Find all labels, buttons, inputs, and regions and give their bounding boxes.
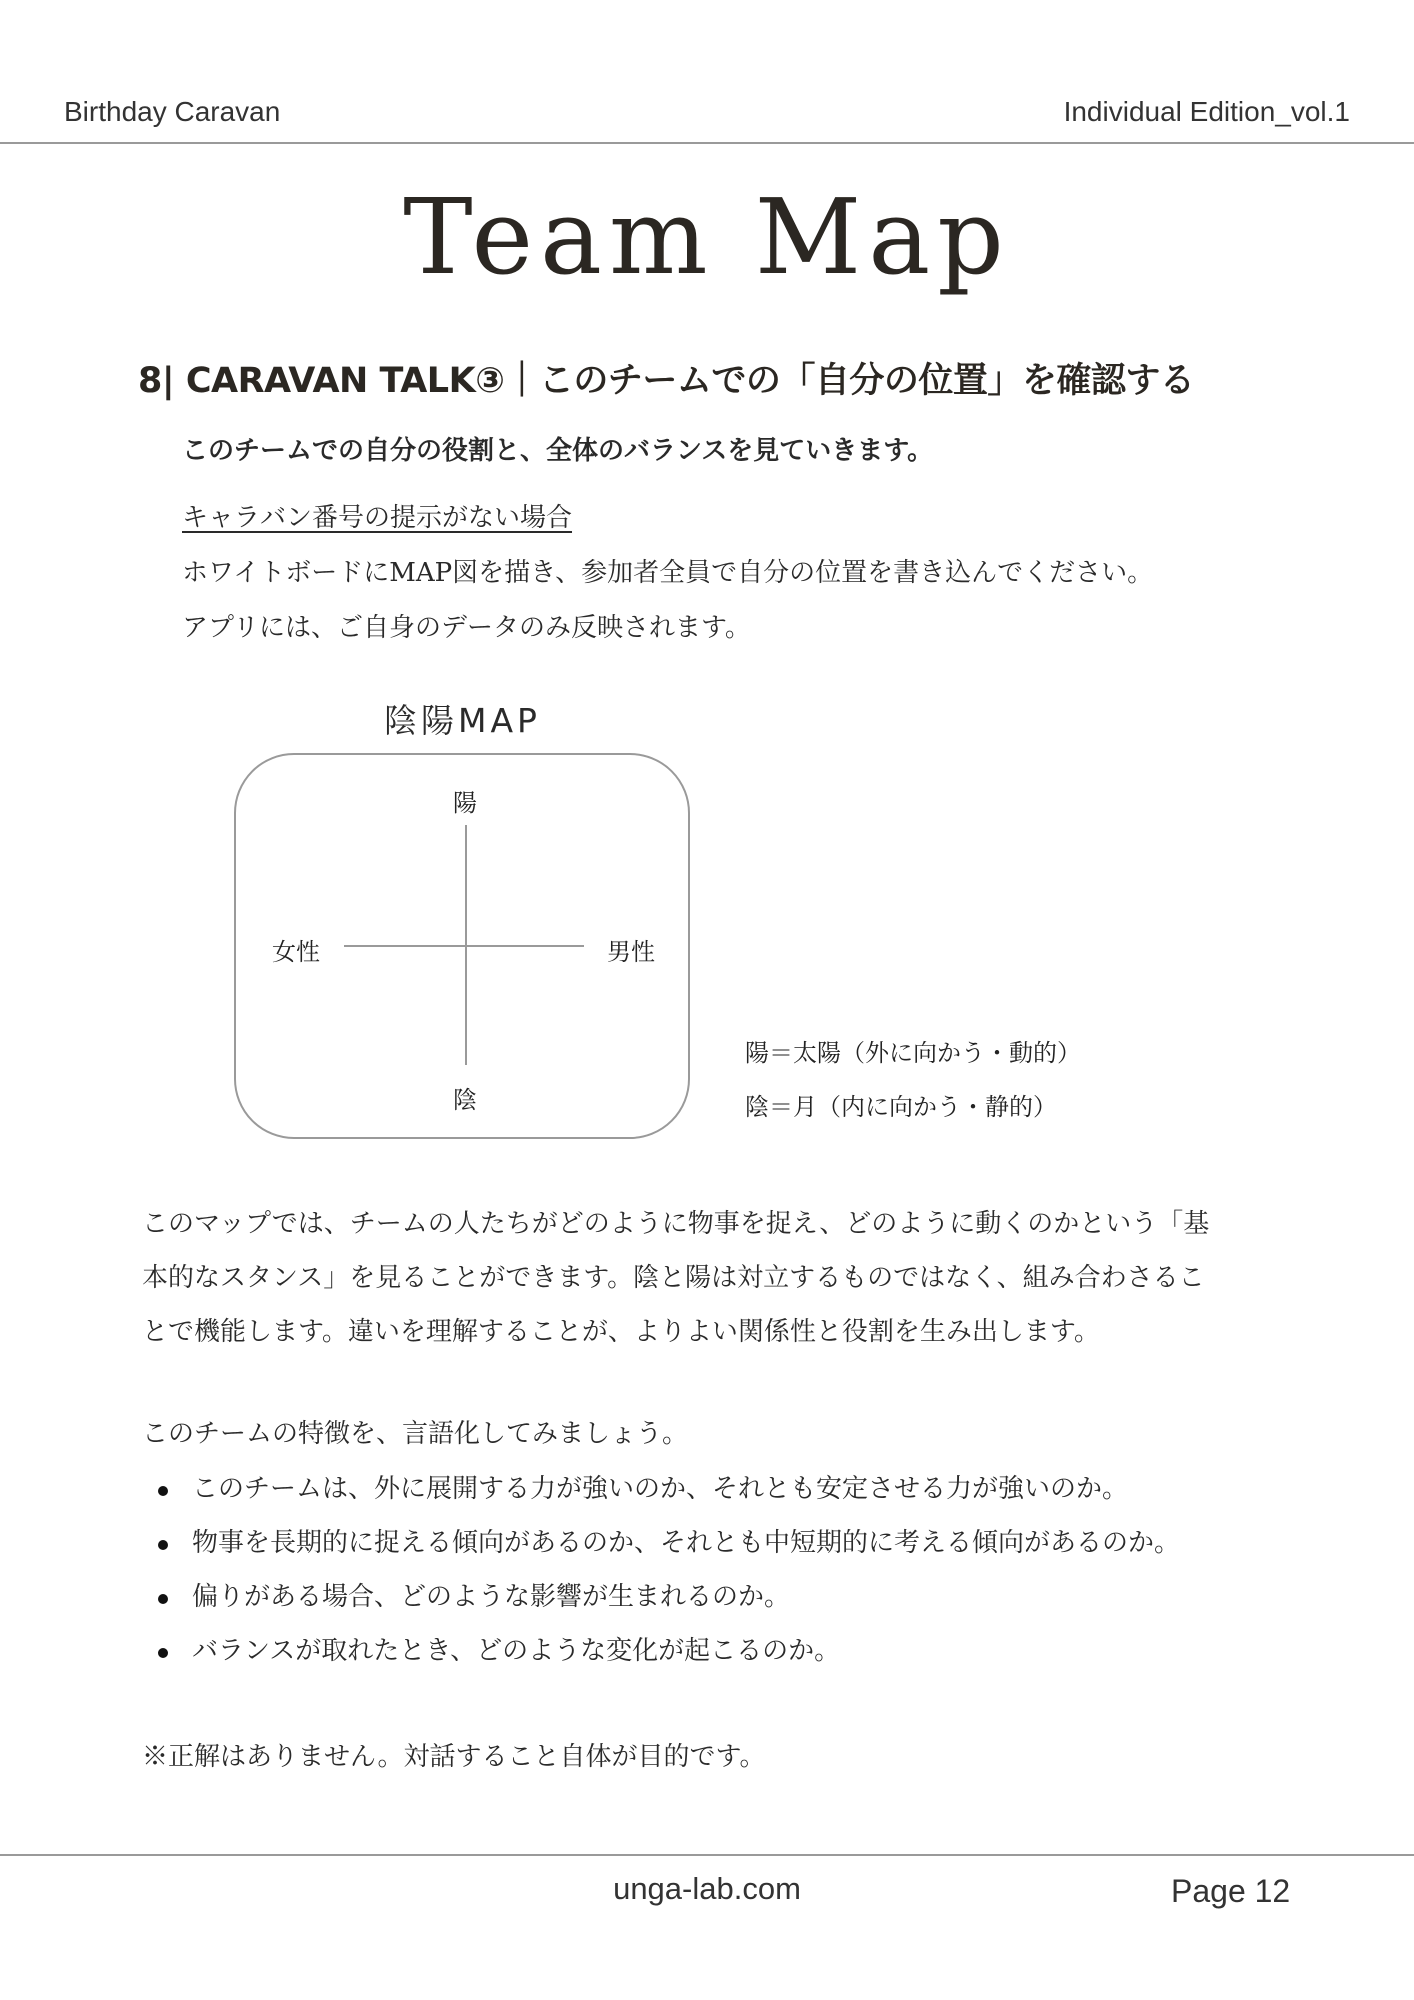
discussion-bullet-list <box>142 1462 1180 1678</box>
discussion-prompt: このチームの特徴を、言語化してみましょう。 <box>142 1419 689 1449</box>
paragraph-line: 本的なスタンス」を見ることができます。陰と陽は対立するものではなく、組み合わさるこ <box>142 1263 1205 1293</box>
map-horizontal-axis <box>344 945 584 947</box>
map-label-left: 女性 <box>272 938 320 966</box>
instruction-line-1: ホワイトボードにMAP図を描き、参加者全員で自分の位置を書き込んでください。 <box>182 558 1154 588</box>
paragraph-line: このマップでは、チームの人たちがどのように物事を捉え、どのように動くのかという「基 <box>142 1209 1210 1239</box>
map-label-top: 陽 <box>453 789 477 817</box>
header-divider <box>0 142 1414 144</box>
footer-divider <box>0 1854 1414 1856</box>
header-title: Birthday Caravan <box>64 96 281 127</box>
map-legend-yin: 陰＝月（内に向かう・静的） <box>745 1093 1057 1121</box>
list-item: バランスが取れたとき、どのような変化が起こるのか。 <box>142 1624 1180 1678</box>
section-subhead: キャラバン番号の提示がない場合 <box>182 503 573 533</box>
list-item: このチームは、外に展開する力が強いのか、それとも安定させる力が強いのか。 <box>142 1462 1180 1516</box>
explanation-paragraph <box>142 1197 1282 1359</box>
section-lead: このチームでの自分の役割と、全体のバランスを見ていきます。 <box>182 436 934 466</box>
map-label-right: 男性 <box>607 938 655 966</box>
map-label-bottom: 陰 <box>453 1086 477 1114</box>
header-edition: Individual Edition_vol.1 <box>1063 96 1350 127</box>
page-title: Team Map <box>403 176 1011 298</box>
paragraph-line: とで機能します。違いを理解することが、よりよい関係性と役割を生み出します。 <box>142 1317 1100 1347</box>
map-title: 陰陽MAP <box>384 701 541 740</box>
footer-site-link[interactable]: unga-lab.com <box>613 1871 801 1906</box>
list-item: 物事を長期的に捉える傾向があるのか、それとも中短期的に考える傾向があるのか。 <box>142 1516 1180 1570</box>
page-number: Page 12 <box>1171 1873 1291 1909</box>
closing-note: ※正解はありません。対話すること自体が目的です。 <box>142 1742 766 1772</box>
instruction-line-2: アプリには、ご自身のデータのみ反映されます。 <box>182 613 751 643</box>
list-item: 偏りがある場合、どのような影響が生まれるのか。 <box>142 1570 1180 1624</box>
section-heading: 8| CARAVAN TALK③｜このチームでの「自分の位置」を確認する <box>138 361 1195 401</box>
map-legend-yang: 陽＝太陽（外に向かう・動的） <box>745 1039 1081 1067</box>
